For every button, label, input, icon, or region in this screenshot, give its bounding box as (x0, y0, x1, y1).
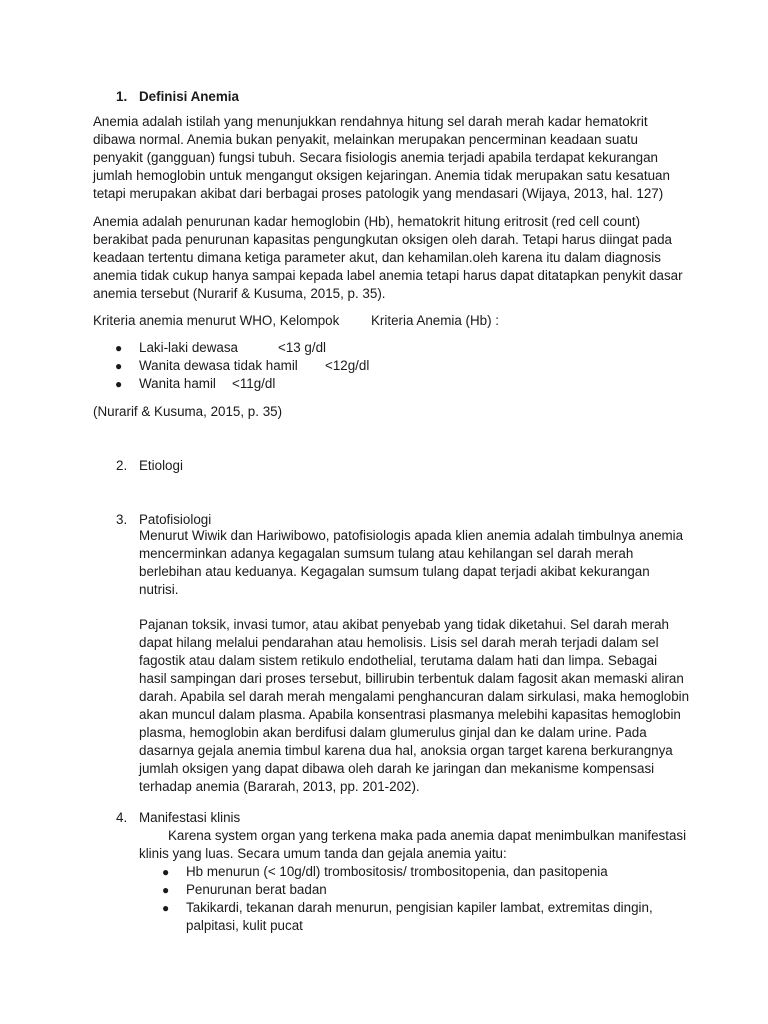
list-item: Penurunan berat badan (186, 882, 327, 897)
text-line: terhadap anemia (Bararah, 2013, pp. 201-202). (139, 779, 420, 794)
bullet-icon: ● (115, 341, 123, 355)
criteria-right-label: Kriteria Anemia (Hb) : (371, 313, 499, 328)
text-line: klinis yang luas. Secara umum tanda dan gejala anemia yaitu: (139, 846, 507, 861)
group-value: <11g/dl (232, 376, 276, 391)
text-line: nutrisi. (139, 582, 179, 597)
list-item: Hb menurun (< 10g/dl) trombositosis/ trombositopenia, dan pasitopenia (186, 864, 608, 879)
text-line: Karena system organ yang terkena maka pada anemia dapat menimbulkan manifestasi (168, 828, 687, 843)
text-line: akan muncul dalam plasma. Apabila konsentrasi plasmanya melebihi kapasitas hemoglobin (139, 707, 681, 722)
bullet-icon: ● (162, 865, 170, 879)
list-item: Takikardi, tekanan darah menurun, pengisian kapiler lambat, extremitas dingin, (186, 900, 653, 915)
bullet-icon: ● (162, 901, 170, 915)
section-1-number: 1. (116, 89, 128, 104)
text-line: berlebihan atau keduanya. Kegagalan sumsum tulang dapat terjadi akibat kekurangan (139, 564, 650, 579)
group-label: Wanita hamil (139, 376, 216, 391)
text-line: tetapi merupakan akibat dari berbagai proses patologik yang mendasari (Wijaya, 2013, hal. 127) (93, 186, 664, 201)
text-line: hasil sampingan dari proses tersebut, billirubin terbentuk dalam fagosit akan memaski aliran (139, 671, 684, 686)
text-line: jumlah oksigen yang dapat dibawa oleh darah ke jaringan dan mekanisme kompensasi (139, 761, 655, 776)
list-item-continuation: palpitasi, kulit pucat (186, 918, 303, 933)
group-value: <13 g/dl (278, 340, 327, 355)
text-line: fagostik atau dalam sistem retikulo endothelial, terutama dalam hati dan limpa. Sebagai (139, 653, 658, 668)
section-4-number: 4. (116, 810, 128, 825)
bullet-icon: ● (162, 883, 170, 897)
text-line: jumlah hemoglobin untuk mengangut oksigen kejaringan. Anemia tidak merupakan satu kesatuan (93, 168, 670, 183)
text-line: darah. Apabila sel darah merah mengalami penghancuran dalam sirkulasi, maka hemoglobin (139, 689, 690, 704)
text-line: Pajanan toksik, invasi tumor, atau akibat penyebab yang tidak diketahui. Sel darah merah (139, 617, 670, 632)
text-line: anemia tidak cukup hanya sampai kepada label anemia tetapi harus dapat ditatapkan penykit dasar (93, 268, 683, 283)
group-label: Laki-laki dewasa (139, 340, 238, 355)
text-line: berakibat pada penurunan kapasitas pengungkutan oksigen oleh darah. Tetapi harus diingat pada (93, 232, 672, 247)
text-line: keadaan tertentu dimana ketiga parameter akut, dan kehamilan.oleh karena itu dalam diagnosis (93, 250, 661, 265)
text-line: dasarnya gejala anemia timbul karena dua hal, anoksia organ target karena berkurangnya (139, 743, 673, 758)
text-line: Menurut Wiwik dan Hariwibowo, patofisiologis apada klien anemia adalah timbulnya anemia (139, 528, 684, 543)
text-line: anemia tersebut (Nurarif & Kusuma, 2015, p. 35). (93, 286, 386, 301)
section-2-number: 2. (116, 458, 128, 473)
section-1-title: Definisi Anemia (139, 89, 239, 104)
text-line: dapat hilang melalui pendarahan atau hemolisis. Lisis sel darah merah terjadi dalam sel (139, 635, 659, 650)
section-4-title: Manifestasi klinis (139, 810, 241, 825)
text-line: Anemia adalah istilah yang menunjukkan rendahnya hitung sel darah merah kadar hematokrit (93, 114, 648, 129)
criteria-left-label: Kriteria anemia menurut WHO, Kelompok (93, 313, 340, 328)
text-line: plasma, hemoglobin akan berdifusi dalam glumerulus ginjal dan ke dalam urine. Pada (139, 725, 647, 740)
text-line: mencerminkan adanya kegagalan sumsum tulang atau kehilangan sel darah merah (139, 546, 634, 561)
group-value: <12g/dl (325, 358, 370, 373)
text-line: dibawa normal. Anemia bukan penyakit, melainkan merupakan pencerminan keadaan suatu (93, 132, 638, 147)
text-line: Anemia adalah penurunan kadar hemoglobin (Hb), hematokrit hitung eritrosit (red cell count) (93, 214, 641, 229)
bullet-icon: ● (115, 377, 123, 391)
section-2-title: Etiologi (139, 458, 183, 473)
group-label: Wanita dewasa tidak hamil (139, 358, 298, 373)
citation: (Nurarif & Kusuma, 2015, p. 35) (93, 404, 283, 419)
section-3-title: Patofisiologi (139, 512, 212, 527)
text-line: penyakit (gangguan) fungsi tubuh. Secara fisiologis anemia terjadi apabila terdapat kekurangan (93, 150, 659, 165)
bullet-icon: ● (115, 359, 123, 373)
section-3-number: 3. (116, 512, 128, 527)
